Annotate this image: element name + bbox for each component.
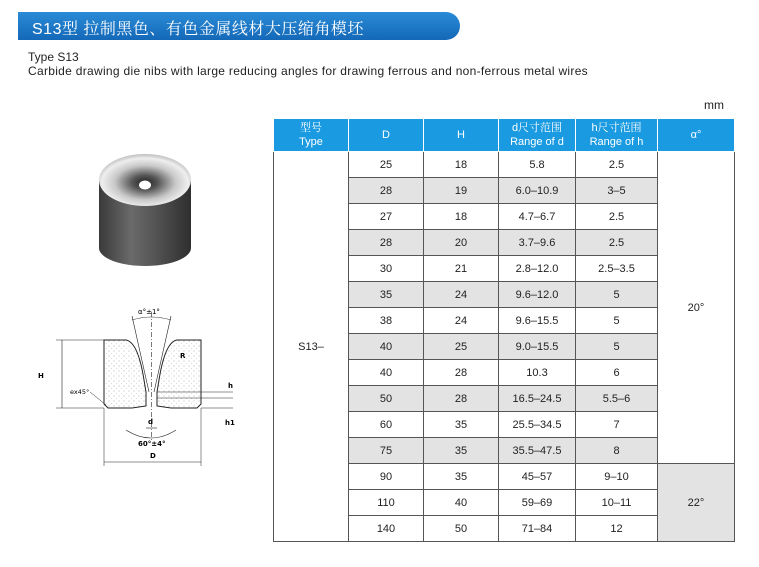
header-range-d: d尺寸范围 Range of d (499, 119, 576, 152)
table-row: 28 20 3.7–9.6 2.5 (274, 230, 735, 256)
dimension-d-label: d (148, 418, 154, 426)
chamfer-label: ex45° (70, 388, 90, 396)
dimension-h-label: h (228, 382, 233, 390)
header-D: D (349, 119, 424, 152)
table-row: 60 35 25.5–34.5 7 (274, 412, 735, 438)
radius-label: R (180, 352, 186, 360)
table-row: 110 40 59–69 10–11 (274, 490, 735, 516)
dimension-h1-label: h1 (225, 419, 235, 427)
table-row: 50 28 16.5–24.5 5.5–6 (274, 386, 735, 412)
table-row: 40 28 10.3 6 (274, 360, 735, 386)
table-row: 35 24 9.6–12.0 5 (274, 282, 735, 308)
dimension-H-label: H (38, 372, 44, 380)
table-row: S13– 25 18 5.8 2.5 20° (274, 152, 735, 178)
subtitle-description: Carbide drawing die nibs with large reducing angles for drawing ferrous and non-ferrous metal wires (28, 64, 588, 78)
title-banner (18, 12, 460, 40)
table-row: 75 35 35.5–47.5 8 (274, 438, 735, 464)
page-title: S13型 拉制黑色、有色金属线材大压缩角模坯 (32, 21, 364, 38)
header-H: H (424, 119, 499, 152)
die-nib-photo (95, 152, 195, 270)
table-row: 90 35 45–57 9–10 22° (274, 464, 735, 490)
table-row: 40 25 9.0–15.5 5 (274, 334, 735, 360)
table-row: 38 24 9.6–15.5 5 (274, 308, 735, 334)
header-alpha: α° (658, 119, 735, 152)
table-row: 30 21 2.8–12.0 2.5–3.5 (274, 256, 735, 282)
angle-cell-1: 20° (658, 152, 735, 464)
angle-top-label: α°±1° (138, 308, 160, 316)
angle-bottom-label: 60°±4° (138, 440, 166, 448)
table-header-row (274, 119, 735, 152)
table-row: 140 50 71–84 12 (274, 516, 735, 542)
type-cell: S13– (274, 152, 349, 542)
table-row: 27 18 4.7–6.7 2.5 (274, 204, 735, 230)
dimension-D-label: D (150, 452, 156, 460)
technical-drawing (28, 300, 248, 470)
unit-label: mm (704, 98, 724, 112)
bore-hole (139, 181, 151, 190)
subtitle-type: Type S13 (28, 50, 79, 64)
header-range-h: h尺寸范围 Range of h (576, 119, 658, 152)
specification-table (273, 118, 735, 542)
header-type: 型号 Type (274, 119, 349, 152)
table-row: 28 19 6.0–10.9 3–5 (274, 178, 735, 204)
angle-cell-2: 22° (658, 464, 735, 542)
